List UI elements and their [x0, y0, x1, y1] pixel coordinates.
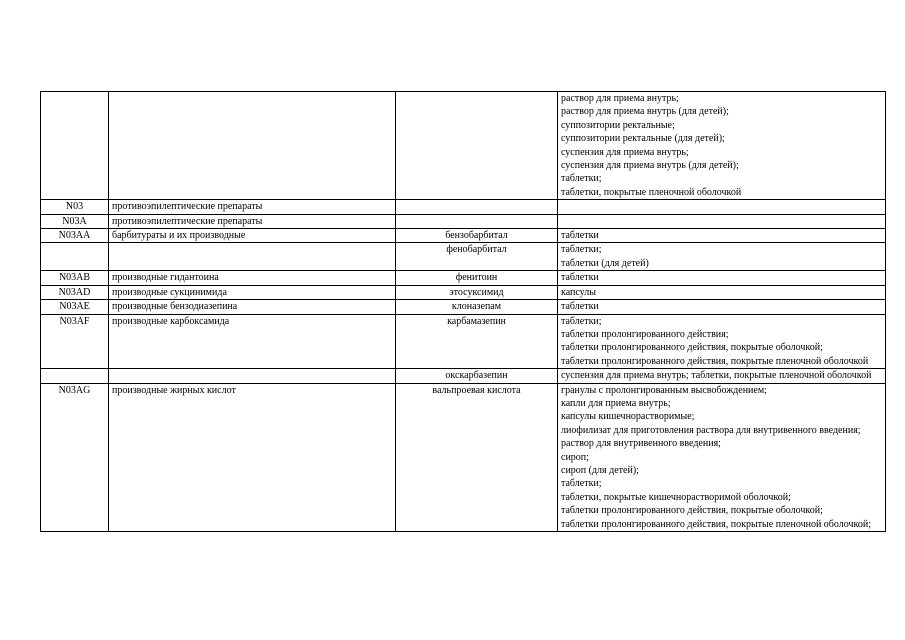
atc-group-cell: производные сукцинимида: [109, 285, 396, 299]
dosage-form-line: таблетки пролонгированного действия, покрытые пленочной оболочкой: [561, 355, 869, 367]
dosage-form-line: таблетки, покрытые пленочной оболочкой: [561, 186, 742, 198]
table-row: [41, 243, 886, 271]
dosage-forms-cell: [558, 300, 886, 314]
drug-name-cell: [396, 214, 558, 228]
atc-code-cell: N03AE: [41, 300, 109, 314]
atc-code-cell: [41, 92, 109, 200]
dosage-form-line: суспензия для приема внутрь; таблетки, покрытые пленочной оболочкой: [561, 370, 872, 382]
atc-group-cell: [109, 92, 396, 200]
drug-name-cell: этосуксимид: [396, 285, 558, 299]
atc-group-cell: [109, 243, 396, 271]
drug-table: [40, 91, 886, 532]
dosage-form-line: таблетки пролонгированного действия;: [561, 328, 729, 340]
table-row: [41, 271, 886, 285]
drug-name-cell: фенитоин: [396, 271, 558, 285]
dosage-form-line: таблетки;: [561, 173, 602, 185]
atc-group-cell: противоэпилептические препараты: [109, 214, 396, 228]
dosage-forms-cell: [558, 271, 886, 285]
drug-name-cell: фенобарбитал: [396, 243, 558, 271]
dosage-form-line: суспензия для приема внутрь (для детей);: [561, 160, 739, 172]
dosage-form-line: таблетки;: [561, 315, 602, 327]
dosage-form-line: суспензия для приема внутрь;: [561, 146, 689, 158]
atc-code-cell: N03AF: [41, 314, 109, 369]
dosage-forms-cell: [558, 200, 886, 214]
drug-name-cell: бензобарбитал: [396, 229, 558, 243]
dosage-form-line: таблетки;: [561, 244, 602, 256]
dosage-form-line: сироп (для детей);: [561, 464, 639, 476]
table-row: [41, 229, 886, 243]
dosage-form-line: таблетки, покрытые кишечнорастворимой оболочкой;: [561, 491, 791, 503]
dosage-form-line: капсулы: [561, 286, 596, 298]
table-row: [41, 369, 886, 383]
table-row: [41, 300, 886, 314]
dosage-form-line: таблетки: [561, 230, 599, 242]
atc-code-cell: N03A: [41, 214, 109, 228]
dosage-form-line: капсулы кишечнорастворимые;: [561, 411, 695, 423]
drug-name-cell: клоназепам: [396, 300, 558, 314]
atc-group-cell: [109, 369, 396, 383]
drug-name-cell: вальпроевая кислота: [396, 383, 558, 531]
drug-name-cell: [396, 92, 558, 200]
dosage-form-line: гранулы с пролонгированным высвобождением;: [561, 384, 767, 396]
dosage-form-line: суппозитории ректальные (для детей);: [561, 133, 725, 145]
atc-code-cell: [41, 243, 109, 271]
dosage-form-line: таблетки (для детей): [561, 257, 649, 269]
dosage-forms-cell: [558, 314, 886, 369]
dosage-forms-cell: [558, 214, 886, 228]
atc-code-cell: N03AB: [41, 271, 109, 285]
table-row: [41, 200, 886, 214]
dosage-form-line: раствор для внутривенного введения;: [561, 438, 721, 450]
table-row: [41, 285, 886, 299]
dosage-forms-cell: [558, 369, 886, 383]
dosage-form-line: капли для приема внутрь;: [561, 397, 671, 409]
dosage-form-line: таблетки пролонгированного действия, покрытые оболочкой;: [561, 505, 823, 517]
dosage-forms-cell: [558, 243, 886, 271]
dosage-forms-cell: [558, 229, 886, 243]
atc-group-cell: производные карбоксамида: [109, 314, 396, 369]
dosage-form-line: таблетки пролонгированного действия, покрытые оболочкой;: [561, 342, 823, 354]
atc-group-cell: производные бензодиазепина: [109, 300, 396, 314]
dosage-form-line: суппозитории ректальные;: [561, 119, 675, 131]
atc-code-cell: N03AA: [41, 229, 109, 243]
dosage-form-line: раствор для приема внутрь;: [561, 93, 679, 104]
atc-code-cell: [41, 369, 109, 383]
atc-code-cell: N03: [41, 200, 109, 214]
table-row: [41, 92, 886, 200]
dosage-form-line: таблетки пролонгированного действия, покрытые пленочной оболочкой;: [561, 518, 871, 530]
dosage-form-line: лиофилизат для приготовления раствора для внутривенного введения;: [561, 424, 861, 436]
dosage-forms-cell: [558, 285, 886, 299]
dosage-form-line: таблетки: [561, 301, 599, 313]
dosage-form-line: таблетки: [561, 272, 599, 284]
table-row: [41, 214, 886, 228]
atc-group-cell: производные гидантоина: [109, 271, 396, 285]
atc-group-cell: барбитураты и их производные: [109, 229, 396, 243]
atc-code-cell: N03AG: [41, 383, 109, 531]
atc-group-cell: производные жирных кислот: [109, 383, 396, 531]
drug-name-cell: окскарбазепин: [396, 369, 558, 383]
table-row: [41, 383, 886, 531]
dosage-forms-cell: [558, 92, 886, 200]
dosage-form-line: раствор для приема внутрь (для детей);: [561, 106, 729, 118]
dosage-form-line: сироп;: [561, 451, 589, 463]
atc-group-cell: противоэпилептические препараты: [109, 200, 396, 214]
dosage-form-line: таблетки;: [561, 478, 602, 490]
table-row: [41, 314, 886, 369]
drug-name-cell: [396, 200, 558, 214]
atc-code-cell: N03AD: [41, 285, 109, 299]
drug-name-cell: карбамазепин: [396, 314, 558, 369]
dosage-forms-cell: [558, 383, 886, 531]
